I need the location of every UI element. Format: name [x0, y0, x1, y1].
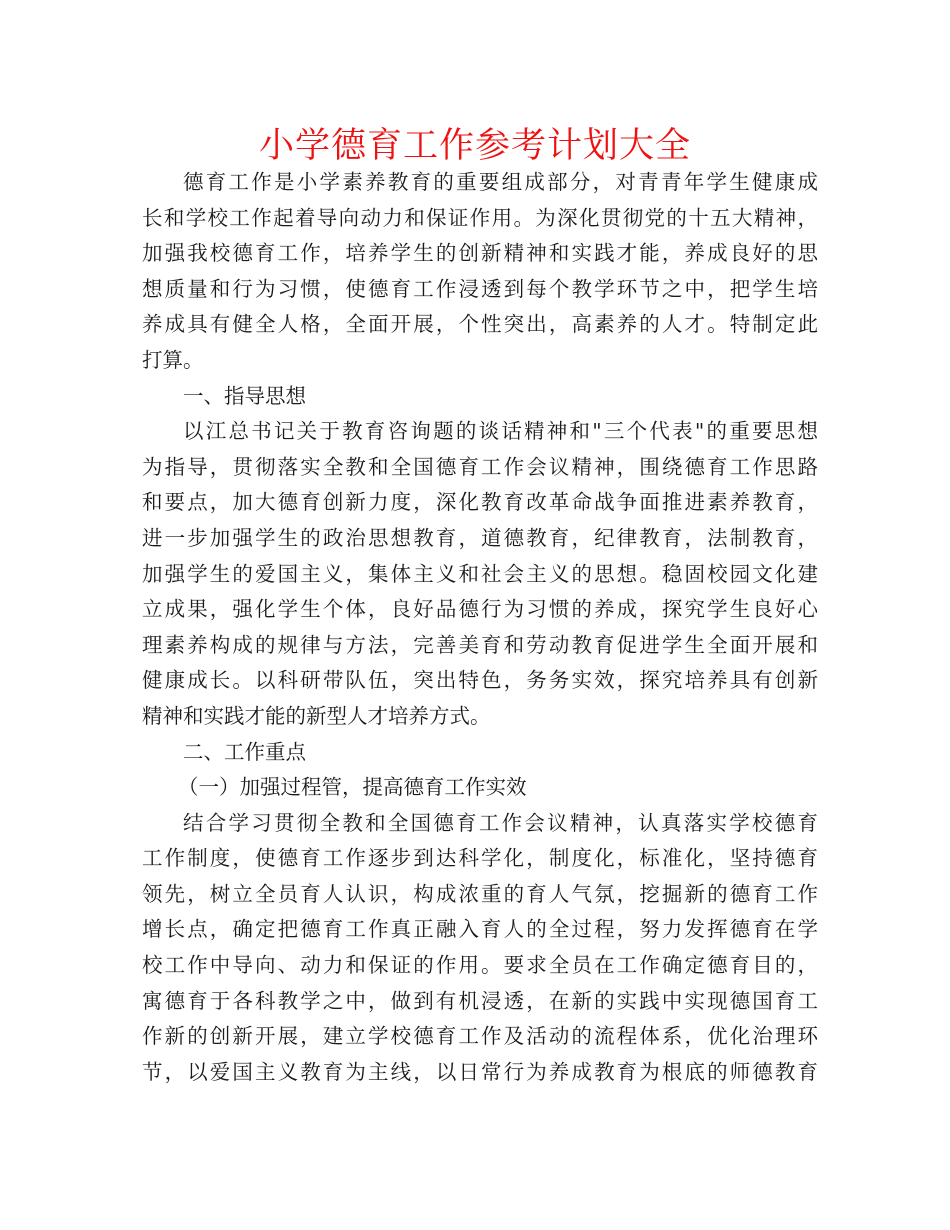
paragraph-line: 结合学习贯彻全教和全国德育工作会议精神，认真落实学校德育 — [183, 810, 818, 835]
paragraph-line: 理素养构成的规律与方法，完善美育和劳动教育促进学生全面开展和 — [142, 632, 818, 657]
paragraph-line: 寓德育于各科教学之中，做到有机浸透，在新的实践中实现德国育工 — [142, 988, 818, 1013]
paragraph-line: 校工作中导向、动力和保证的作用。要求全员在工作确定德育目的， — [142, 953, 818, 978]
paragraph-line: 以江总书记关于教育咨询题的谈话精神和"三个代表"的重要思想 — [183, 419, 818, 444]
document-body — [142, 165, 818, 1090]
subsection-heading: （一）加强过程管，提高德育工作实效 — [178, 775, 527, 800]
section-heading: 一、指导思想 — [183, 383, 306, 408]
paragraph-line: 养成具有健全人格，全面开展，个性突出，高素养的人才。特制定此 — [142, 312, 818, 337]
paragraph-line: 进一步加强学生的政治思想教育，道德教育，纪律教育，法制教育， — [142, 525, 818, 550]
paragraph-line: 节，以爱国主义教育为主线，以日常行为养成教育为根底的师德教育 — [142, 1059, 818, 1084]
paragraph-line: 作新的创新开展，建立学校德育工作及活动的流程体系，优化治理环 — [142, 1024, 818, 1049]
paragraph-line: 打算。 — [142, 347, 204, 372]
paragraph-line: 工作制度，使德育工作逐步到达科学化，制度化，标准化，坚持德育 — [142, 846, 818, 871]
paragraph-line: 长和学校工作起着导向动力和保证作用。为深化贯彻党的十五大精神， — [142, 205, 818, 230]
paragraph-line: 立成果，强化学生个体，良好品德行为习惯的养成，探究学生良好心 — [142, 597, 818, 622]
paragraph-line: 德育工作是小学素养教育的重要组成部分，对青青年学生健康成 — [183, 170, 818, 194]
section-heading: 二、工作重点 — [183, 739, 306, 764]
paragraph-line: 和要点，加大德育创新力度，深化教育改革命战争面推进素养教育， — [142, 490, 818, 515]
paragraph-line: 想质量和行为习惯，使德育工作浸透到每个教学环节之中，把学生培 — [142, 276, 818, 301]
paragraph-line: 加强我校德育工作，培养学生的创新精神和实践才能，养成良好的思 — [142, 241, 818, 266]
document-title: 小学德育工作参考计划大全 — [258, 126, 691, 166]
paragraph-line: 为指导，贯彻落实全教和全国德育工作会议精神，围绕德育工作思路 — [142, 454, 818, 479]
paragraph-line: 增长点，确定把德育工作真正融入育人的全过程，努力发挥德育在学 — [142, 917, 818, 942]
paragraph-line: 领先，树立全员育人认识，构成浓重的育人气氛，挖掘新的德育工作 — [142, 881, 818, 906]
paragraph-line: 精神和实践才能的新型人才培养方式。 — [142, 703, 491, 728]
paragraph-line: 加强学生的爱国主义，集体主义和社会主义的思想。稳固校园文化建 — [142, 561, 818, 586]
paragraph-line: 健康成长。以科研带队伍，突出特色，务务实效，探究培养具有创新 — [142, 668, 818, 693]
